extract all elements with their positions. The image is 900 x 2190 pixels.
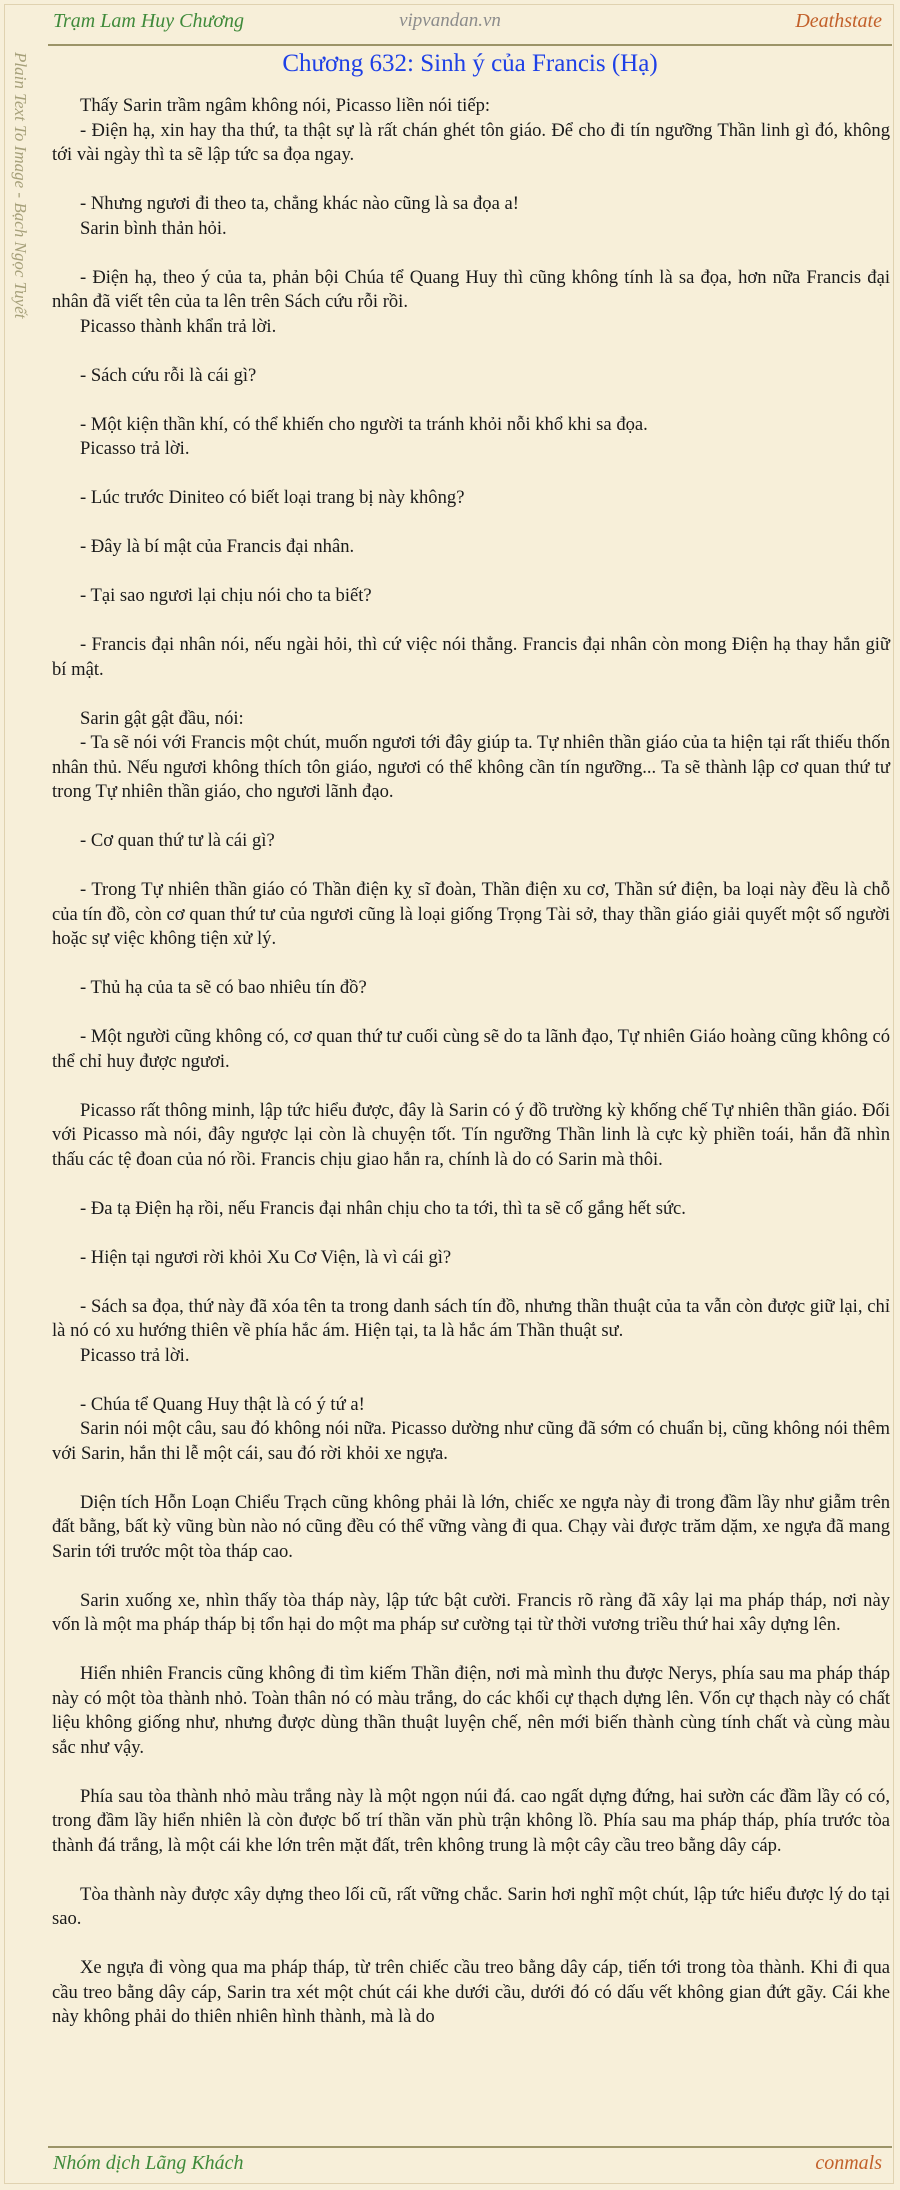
paragraph: - Sách sa đọa, thứ này đã xóa tên ta trong danh sách tín đồ, nhưng thần thuật của ta vẫn còn được giữ lại, chỉ là nó có xu hướng thiên về phía hắc ám. Hiện tại, ta là hắc ám Thần thuật sư.	[52, 1295, 890, 1341]
paragraph: - Sách cứu rỗi là cái gì?	[80, 364, 257, 386]
paragraph: - Cơ quan thứ tư là cái gì?	[80, 830, 275, 851]
paragraph-gap	[52, 805, 890, 830]
paragraph-gap	[52, 1270, 890, 1295]
paragraph: Sarin nói một câu, sau đó không nói nữa. Picasso dường như cũng đã sớm có chuẩn bị, cũng không nói thêm với Sarin, hắn thi lễ một cái, sau đó rời khỏi xe ngựa.	[52, 1418, 890, 1464]
paragraph: - Nhưng ngươi đi theo ta, chẳng khác nào cũng là sa đọa a!	[80, 193, 519, 214]
paragraph-gap	[52, 462, 890, 487]
header-author: Deathstate	[795, 10, 882, 32]
footer-translator-group: Nhóm dịch Lãng Khách	[53, 2152, 244, 2174]
paragraph: - Điện hạ, xin hay tha thứ, ta thật sự là rất chán ghét tôn giáo. Để cho đi tín ngưỡng Thần linh gì đó, không tới vài ngày thì ta sẽ lập tức sa đọa ngay.	[52, 119, 890, 165]
paragraph-gap	[52, 511, 890, 536]
paragraph-gap	[52, 1638, 890, 1663]
paragraph: Picasso thành khẩn trả lời.	[80, 315, 277, 337]
paragraph-gap	[52, 1858, 890, 1883]
paragraph-gap	[52, 854, 890, 879]
paragraph: Sarin gật gật đầu, nói:	[80, 707, 244, 729]
paragraph: - Hiện tại ngươi rời khỏi Xu Cơ Viện, là vì cái gì?	[80, 1246, 452, 1268]
paragraph-gap	[52, 241, 890, 266]
paragraph-gap	[52, 168, 890, 193]
side-watermark-text: Plain Text To Image - Bạch Ngọc Tuyết	[11, 52, 30, 319]
paragraph: Tòa thành này được xây dựng theo lối cũ, rất vững chắc. Sarin hơi nghĩ một chút, lập tức hiểu được lý do tại sao.	[52, 1883, 890, 1929]
paragraph: - Francis đại nhân nói, nếu ngài hỏi, thì cứ việc nói thẳng. Francis đại nhân còn mong Điện hạ thay hắn giữ bí mật.	[52, 634, 890, 680]
paragraph: - Lúc trước Diniteo có biết loại trang bị này không?	[80, 487, 465, 508]
paragraph-gap	[52, 339, 890, 364]
paragraph: Picasso trả lời.	[80, 438, 190, 459]
header-site-name: Trạm Lam Huy Chương	[53, 10, 245, 32]
header-divider	[48, 44, 892, 46]
footer-divider	[48, 2146, 892, 2148]
paragraph: Xe ngựa đi vòng qua ma pháp tháp, từ trên chiếc cầu treo bằng dây cáp, tiến tới trong tòa thành. Khi đi qua cầu treo bằng dây cáp, Sarin tra xét một chút cái khe dưới cầu, dưới đó có dấu vết không gian đứt gãy. Cái khe này không phải do thiên nhiên hình thành, mà là do	[52, 1957, 890, 2027]
side-watermark	[10, 52, 42, 472]
paragraph-gap	[52, 1172, 890, 1197]
paragraph: - Tại sao ngươi lại chịu nói cho ta biết?	[80, 585, 372, 606]
paragraph-gap	[52, 682, 890, 707]
paragraph-gap	[52, 1074, 890, 1099]
paragraph-gap	[52, 1221, 890, 1246]
paragraph-gap	[52, 1368, 890, 1393]
paragraph: Phía sau tòa thành nhỏ màu trắng này là một ngọn núi đá. cao ngất dựng đứng, hai sườn các đầm lầy có có, trong đầm lầy hiển nhiên là còn được bố trí thần văn phù trận không lồ. Phía sau ma pháp tháp, phía trước tòa thành đá trắng, là một cái khe lớn trên mặt đất, trên không trung là một cây cầu treo bằng dây cáp.	[52, 1785, 890, 1856]
paragraph: - Đa tạ Điện hạ rồi, nếu Francis đại nhân chịu cho ta tới, thì ta sẽ cố gắng hết sức.	[80, 1197, 686, 1219]
paragraph: - Một người cũng không có, cơ quan thứ tư cuối cùng sẽ do ta lãnh đạo, Tự nhiên Giáo hoàng cũng không có thể chỉ huy được ngươi.	[52, 1026, 890, 1072]
paragraph-gap	[52, 1466, 890, 1491]
paragraph: Diện tích Hỗn Loạn Chiểu Trạch cũng không phải là lớn, chiếc xe ngựa này đi trong đầm lầy như giẫm trên đất bằng, bất kỳ vũng bùn nào nó cũng đều có thể vững vàng đi qua. Chạy vài được trăm dặm, xe ngựa đã mang Sarin tới trước một tòa tháp cao.	[52, 1491, 890, 1562]
paragraph: - Chúa tể Quang Huy thật là có ý tứ a!	[80, 1393, 365, 1415]
paragraph-gap	[52, 388, 890, 413]
paragraph: Thấy Sarin trầm ngâm không nói, Picasso liền nói tiếp:	[80, 95, 491, 116]
chapter-title: Chương 632: Sinh ý của Francis (Hạ)	[282, 50, 658, 77]
page-header	[0, 0, 900, 46]
paragraph: Hiển nhiên Francis cũng không đi tìm kiếm Thần điện, nơi mà mình thu được Nerys, phía sau ma pháp tháp này có một tòa thành nhỏ. Toàn thân nó có màu trắng, do các khối cự thạch dựng lên. Vốn cự thạch này có chất liệu không giống như, nhưng được dùng thần thuật luyện chế, nên mới biến thành cùng tính chất và cùng màu sắc như vậy.	[52, 1663, 890, 1758]
paragraph-gap	[52, 560, 890, 585]
paragraph: - Đây là bí mật của Francis đại nhân.	[80, 536, 355, 557]
header-domain: vipvandan.vn	[399, 10, 501, 31]
paragraph-gap	[52, 609, 890, 634]
paragraph: Sarin xuống xe, nhìn thấy tòa tháp này, lập tức bật cười. Francis rõ ràng đã xây lại ma pháp tháp, nơi này vốn là một ma pháp tháp bị tổn hại do một ma pháp sư cường tại từ thời vương triều thứ hai xây dựng lên.	[52, 1589, 890, 1635]
paragraph: - Điện hạ, theo ý của ta, phản bội Chúa tể Quang Huy thì cũng không tính là sa đọa, hơn nữa Francis đại nhân đã viết tên của ta lên trên Sách cứu rỗi rồi.	[52, 266, 890, 312]
paragraph: - Ta sẽ nói với Francis một chút, muốn ngươi tới đây giúp ta. Tự nhiên thần giáo của ta hiện tại rất thiếu thốn nhân thủ. Nếu ngươi không thích tôn giáo, ngươi có thể không cần tín ngưỡng... Ta sẽ thành lập cơ quan thứ tư trong Tự nhiên thần giáo, cho ngươi lãnh đạo.	[52, 732, 890, 802]
paragraph-gap	[52, 1932, 890, 1957]
chapter-body	[52, 94, 890, 2030]
paragraph-gap	[52, 1001, 890, 1026]
paragraph: Picasso trả lời.	[80, 1344, 190, 1366]
paragraph: - Thủ hạ của ta sẽ có bao nhiêu tín đồ?	[80, 977, 367, 998]
paragraph: - Một kiện thần khí, có thể khiến cho người ta tránh khỏi nỗi khổ khi sa đọa.	[80, 413, 648, 435]
paragraph: Sarin bình thản hỏi.	[80, 217, 227, 239]
paragraph: - Trong Tự nhiên thần giáo có Thần điện kỵ sĩ đoàn, Thần điện xu cơ, Thần sứ điện, ba loại này đều là chỗ của tín đồ, còn cơ quan thứ tư của ngươi cũng là loại giống Trọng Tài sở, thay thần giáo giải quyết một số người hoặc sự việc không tiện xử lý.	[52, 879, 890, 949]
paragraph: Picasso rất thông minh, lập tức hiểu được, đây là Sarin có ý đồ trường kỳ khống chế Tự nhiên thần giáo. Đối với Picasso mà nói, đây ngược lại còn là chuyện tốt. Tín ngưỡng Thần linh là cực kỳ phiền toái, hắn đã nhìn thấu các tệ đoan của nó rồi. Francis chịu giao hắn ra, chính là do có Sarin mà thôi.	[52, 1099, 890, 1170]
paragraph-gap	[52, 952, 890, 977]
paragraph-gap	[52, 1760, 890, 1785]
paragraph-gap	[52, 1564, 890, 1589]
footer-editor: conmals	[815, 2152, 882, 2174]
